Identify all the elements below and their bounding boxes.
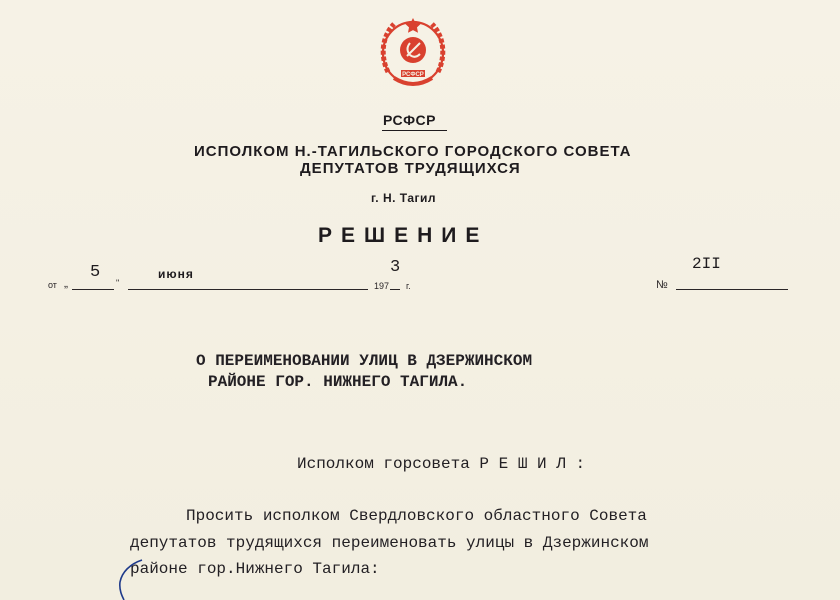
republic-label: РСФСР: [383, 112, 436, 128]
resolution-line: Исполком горсовета Р Е Ш И Л :: [297, 455, 586, 473]
subject-line-1: О ПЕРЕИМЕНОВАНИИ УЛИЦ В ДЗЕРЖИНСКОМ: [196, 352, 533, 370]
year-prefix: 197: [374, 281, 390, 291]
year-digit: 3: [390, 258, 401, 277]
emblem-inscription: РСФСР: [402, 72, 424, 78]
organization-line-2: ДЕПУТАТОВ ТРУДЯЩИХСЯ: [300, 160, 521, 177]
date-close-quote: ": [116, 278, 120, 288]
subject-line-2: РАЙОНЕ ГОР. НИЖНЕГО ТАГИЛА.: [208, 373, 468, 391]
date-open-quote: „: [64, 276, 68, 290]
body-line-1: Просить исполком Свердловского областного Совета: [186, 507, 647, 525]
rsfsr-emblem-icon: [374, 12, 452, 94]
year-suffix: г.: [406, 281, 411, 291]
document-title: РЕШЕНИЕ: [318, 224, 489, 247]
body-line-3: районе гор.Нижнего Тагила:: [130, 560, 380, 578]
ink-mark-icon: [112, 558, 152, 600]
date-prefix: от: [48, 280, 57, 290]
day-rule: [72, 289, 114, 290]
date-month: июня: [158, 267, 194, 281]
year-rule: [390, 289, 400, 290]
organization-line-1: ИСПОЛКОМ Н.-ТАГИЛЬСКОГО ГОРОДСКОГО СОВЕТА: [194, 143, 632, 160]
number-label: №: [656, 279, 668, 291]
republic-underline: [382, 130, 447, 131]
date-day: 5: [90, 263, 101, 282]
number-rule: [676, 289, 788, 290]
city-label: г. Н. Тагил: [371, 191, 437, 205]
month-rule: [128, 289, 368, 290]
body-line-2: депутатов трудящихся переименовать улицы в Дзержинском: [130, 534, 649, 552]
document-number: 2II: [692, 255, 721, 273]
